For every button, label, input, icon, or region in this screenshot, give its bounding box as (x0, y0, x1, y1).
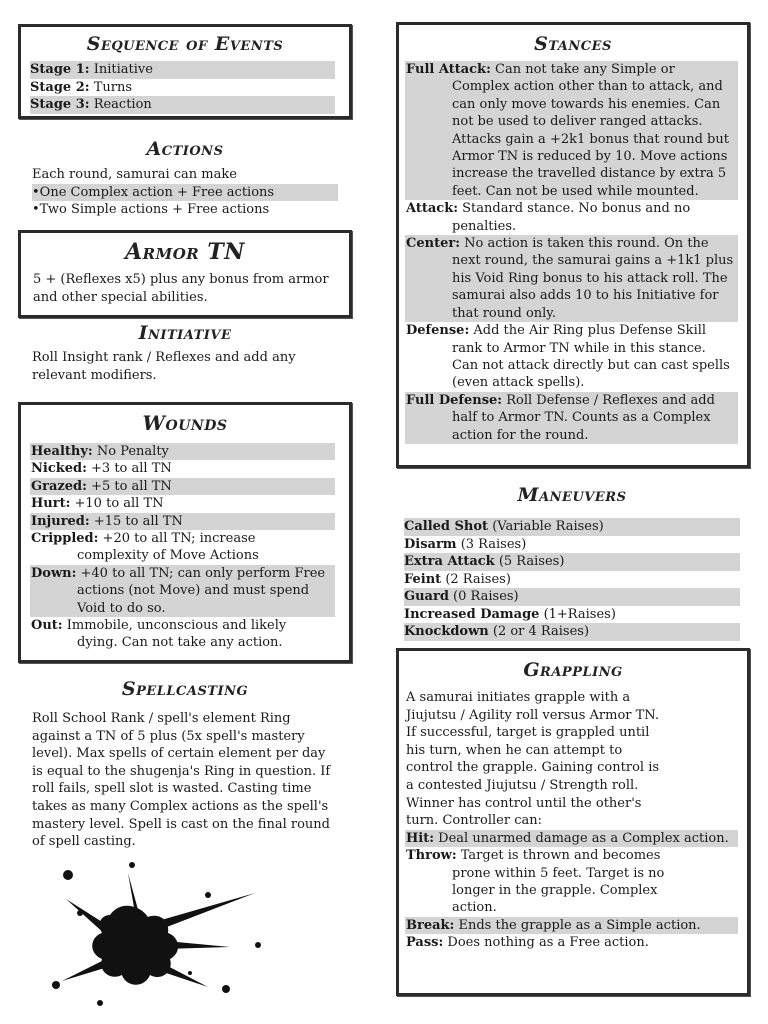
wound-level-row: Out: Immobile, unconscious and likely dying. Can not take any action. (31, 618, 287, 651)
wound-level-row: Healthy: No Penalty (30, 443, 335, 460)
maneuver-row: Extra Attack (5 Raises) (404, 553, 740, 571)
wound-level-row: Grazed: +5 to all TN (30, 478, 335, 495)
wound-level-row: Crippled: +20 to all TN; increase complexity of Move Actions (31, 531, 259, 564)
grappling-intro: A samurai initiates grapple with a Jiujutsu / Agility roll versus Armor TN. If successful, target is grappled until his turn, when he can attempt to control the grapple. Gaining control is a contested Jiujutsu / Strength roll. Winner has control until the other's turn. Controller can: (406, 690, 660, 829)
stances-title: Stances (534, 33, 612, 55)
actions-item: •Two Simple actions + Free actions (32, 202, 270, 217)
maneuver-row: Disarm (3 Raises) (404, 536, 527, 552)
grapple-option-row: Break: Ends the grapple as a Simple action. (405, 917, 738, 934)
sequence-title: Sequence of Events (86, 33, 284, 55)
actions-item: •One Complex action + Free actions (32, 184, 338, 202)
maneuver-row: Knockdown (2 or 4 Raises) (404, 623, 740, 641)
wound-level-row: Down: +40 to all TN; can only perform Free actions (not Move) and must spend Void to do so. (30, 565, 335, 617)
stance-row: Defense: Add the Air Ring plus Defense Skill rank to Armor TN while in this stance. Can not attack directly but can cast spells (even attack spells). (406, 323, 730, 391)
initiative-section (32, 322, 338, 384)
armor-tn-title: Armor TN (125, 239, 245, 265)
sequence-row: Stage 2: Turns (30, 79, 132, 95)
grapple-option-row: Hit: Deal unarmed damage as a Complex action. (405, 830, 738, 847)
grappling-title: Grappling (523, 659, 623, 681)
stance-row: Attack: Standard stance. No bonus and no penalties. (406, 201, 691, 234)
wound-level-row: Hurt: +10 to all TN (31, 496, 164, 512)
stance-row: Full Defense: Roll Defense / Reflexes and add half to Armor TN. Counts as a Complex action for the round. (405, 392, 738, 444)
actions-intro: Each round, samurai can make (32, 167, 237, 182)
maneuver-row: Guard (0 Raises) (404, 588, 740, 606)
stances-box (396, 22, 750, 468)
actions-section (32, 138, 338, 219)
grapple-option-row: Pass: Does nothing as a Free action. (406, 935, 649, 951)
spellcasting-section (32, 678, 338, 851)
wounds-title: Wounds (142, 411, 228, 435)
wound-level-row: Injured: +15 to all TN (30, 513, 335, 530)
sequence-row: Stage 3: Reaction (30, 96, 335, 114)
wounds-box (18, 402, 352, 663)
maneuvers-title: Maneuvers (517, 484, 627, 506)
actions-title: Actions (146, 138, 224, 160)
spellcasting-text: Roll School Rank / spell's element Ring against a TN of 5 plus (5x spell's mastery level). Max spells of certain element per day is equal to the shugenja's Ring in question. If roll fails, spell slot is wasted. Casting time takes as many Complex actions as the spell's mastery level. Spell is cast on the final round of spell casting. (32, 711, 331, 850)
grappling-box (396, 648, 750, 996)
maneuver-row: Called Shot (Variable Raises) (404, 518, 740, 536)
sequence-of-events-box (18, 24, 352, 119)
ink-splatter-image (40, 855, 280, 1015)
maneuver-row: Increased Damage (1+Raises) (404, 606, 616, 622)
sequence-row: Stage 1: Initiative (30, 61, 335, 79)
initiative-title: Initiative (138, 322, 232, 344)
stance-row: Full Attack: Can not take any Simple or Complex action other than to attack, and can only move towards his enemies. Can not be used to deliver ranged attacks. Attacks gain a +2k1 bonus that round but Armor TN is reduced by 10. Move actions increase the travelled distance by extra 5 feet. Can not be used while mounted. (405, 61, 738, 200)
armor-tn-box (18, 230, 352, 318)
stance-row: Center: No action is taken this round. On the next round, the samurai gains a +1k1 plus his Void Ring bonus to his attack roll. The samurai also adds 10 to his Initiative for that round only. (405, 235, 738, 322)
wound-level-row: Nicked: +3 to all TN (31, 461, 172, 477)
maneuver-row: Feint (2 Raises) (404, 571, 511, 587)
maneuvers-section (404, 484, 740, 641)
initiative-text: Roll Insight rank / Reflexes and add any relevant modifiers. (32, 350, 296, 383)
grapple-option-row: Throw: Target is thrown and becomes prone within 5 feet. Target is no longer in the grapple. Complex action. (406, 848, 665, 916)
spellcasting-title: Spellcasting (121, 678, 249, 700)
armor-tn-text: 5 + (Reflexes x5) plus any bonus from armor and other special abilities. (33, 272, 329, 305)
